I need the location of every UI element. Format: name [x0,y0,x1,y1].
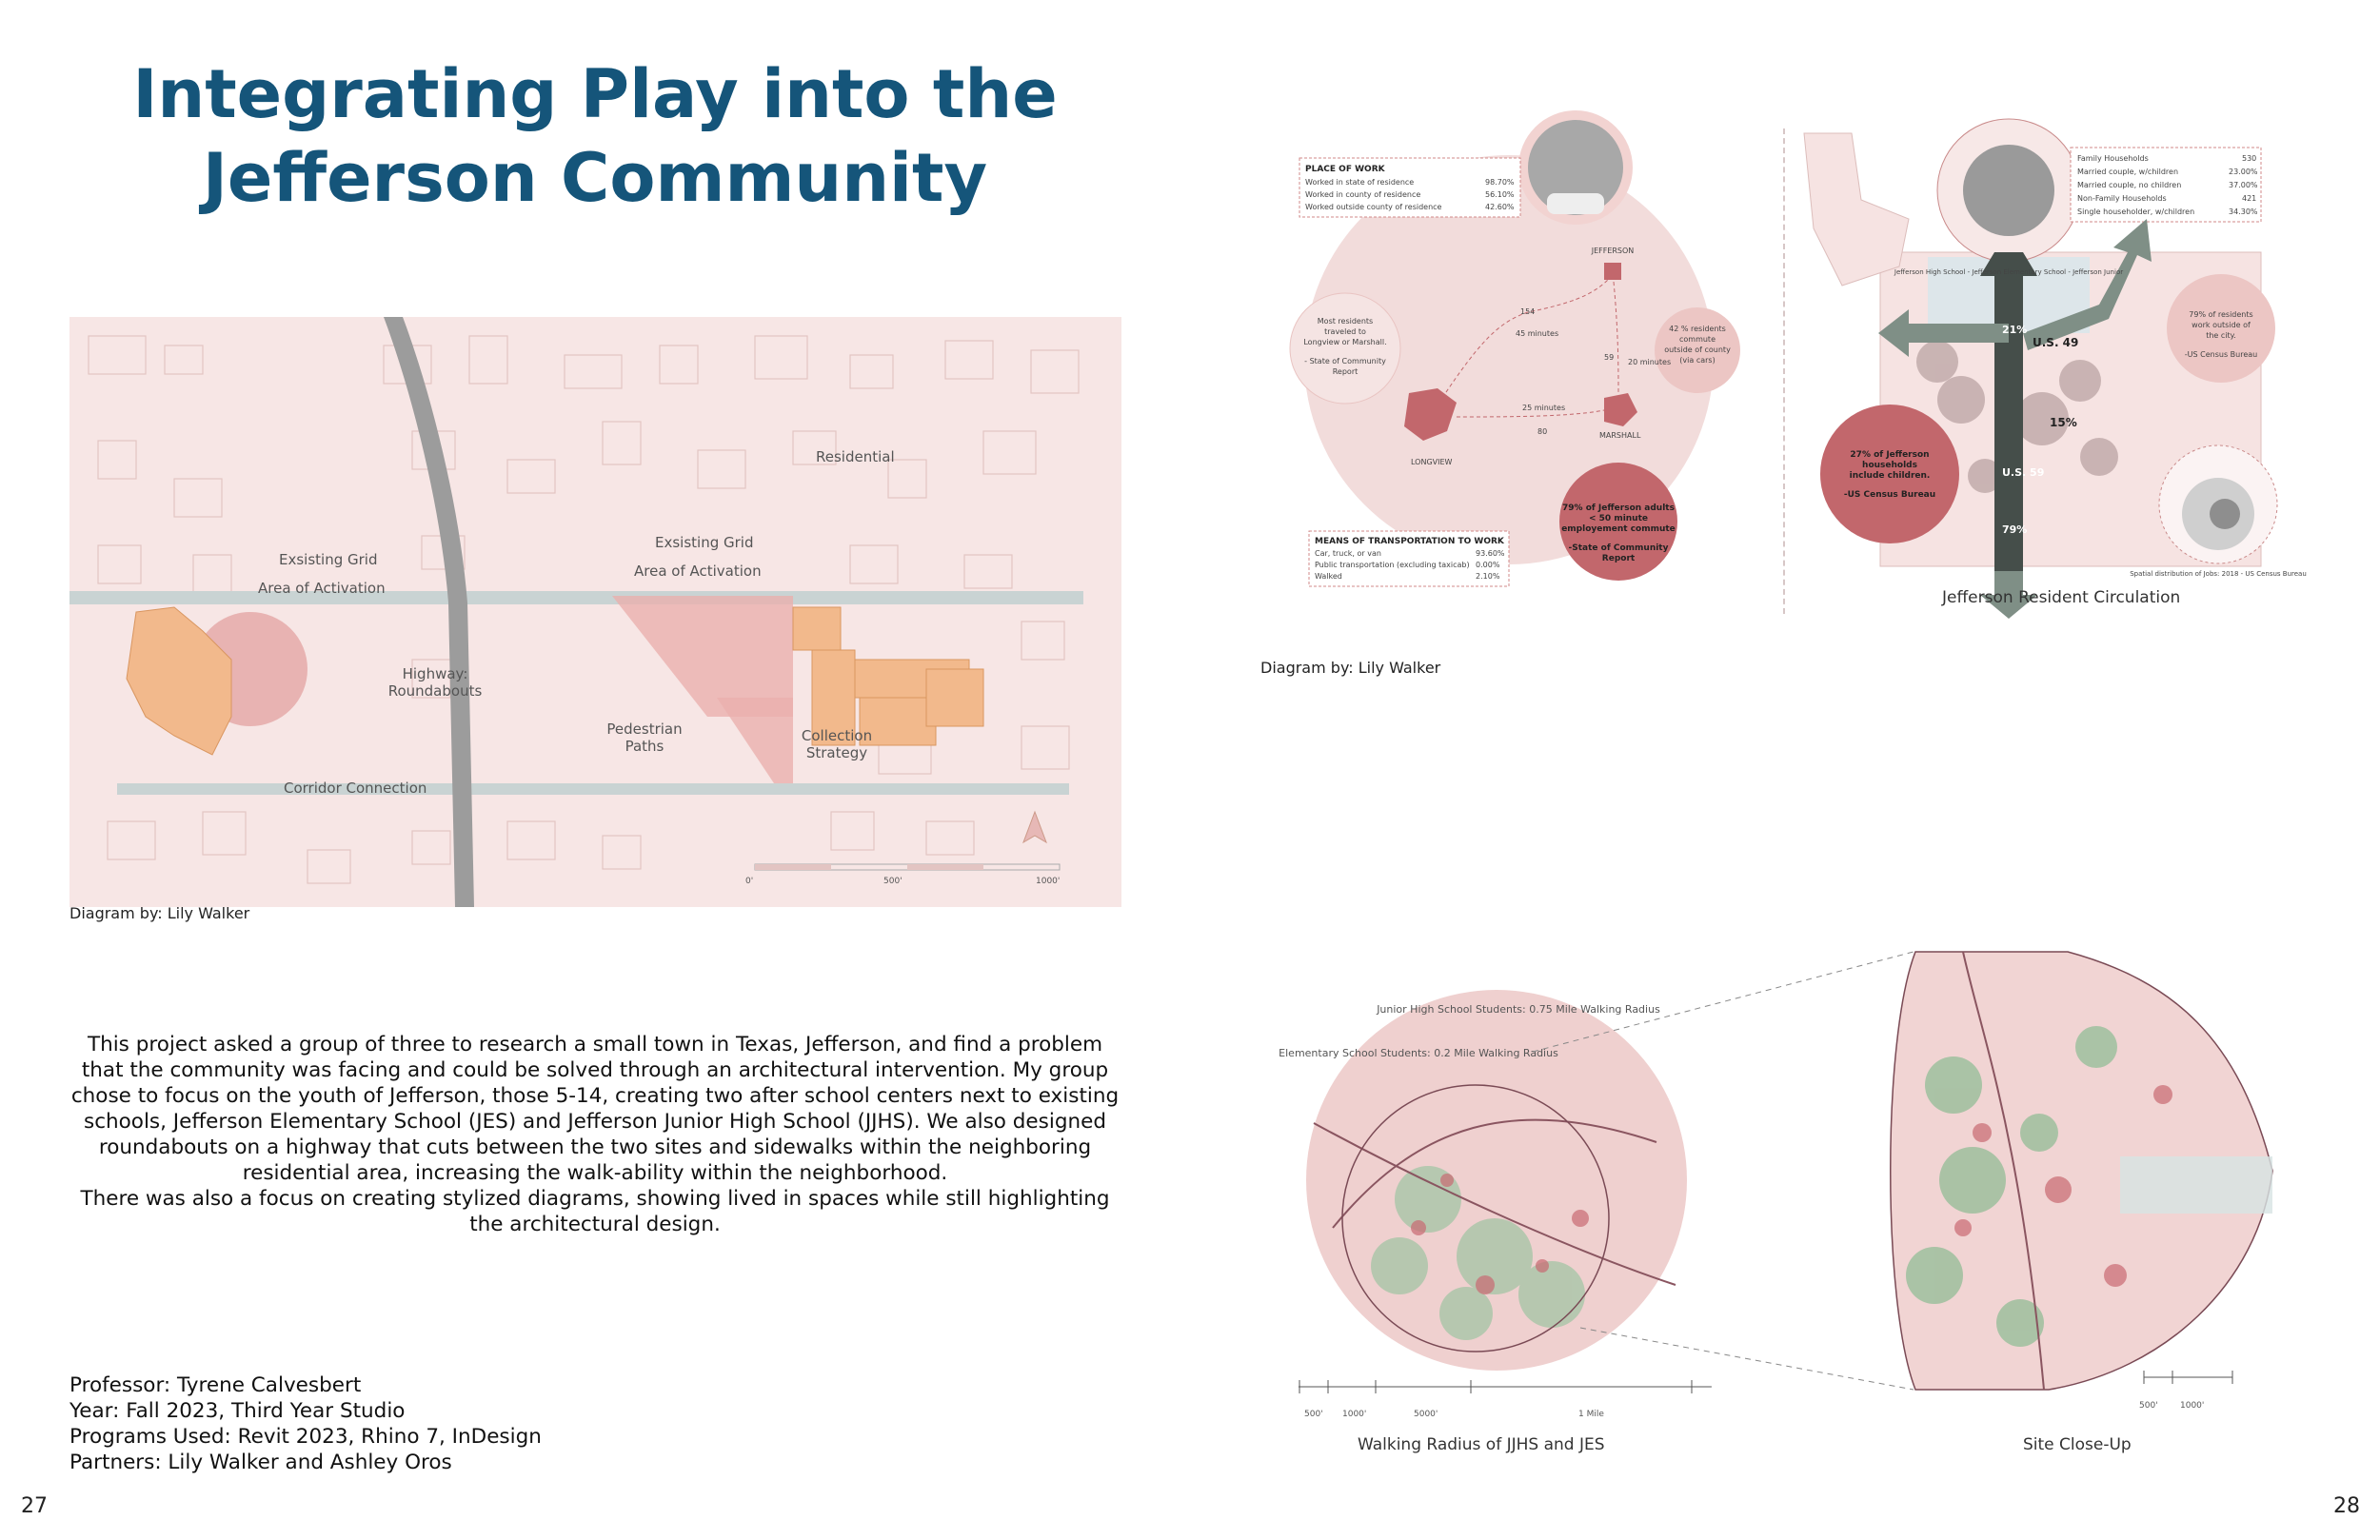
description-line: that the community was facing and could be solved through an architectural intervention. My group [81,1058,1109,1082]
svg-text:37.00%: 37.00% [2229,181,2258,189]
map-label-activation-center: Area of Activation [634,563,762,580]
credit-professor: Professor: Tyrene Calvesbert [69,1373,362,1397]
arrow-label-us49: U.S. 49 [2033,336,2079,349]
map-label-strategy: Strategy [805,744,868,761]
arrow-label-us59: U.S. 59 [2002,466,2045,479]
town-jefferson: JEFFERSON [1591,247,1635,255]
credit-year: Year: Fall 2023, Third Year Studio [69,1399,406,1423]
svg-text:Report: Report [1601,554,1636,563]
commute-diagram [1290,103,1737,617]
jjhs-radius-label: Junior High School Students: 0.75 Mile Walking Radius [1377,1003,1660,1016]
svg-text:56.10%: 56.10% [1485,190,1515,199]
svg-text:1000': 1000' [1342,1410,1367,1419]
svg-text:27% of Jefferson: 27% of Jefferson [1850,450,1930,460]
closeup-connector-lines [1523,947,1923,1394]
description-line: the architectural design. [469,1213,721,1236]
map-label-highway: Highway: [402,665,468,682]
map-label-paths: Paths [625,738,664,755]
svg-text:Public transportation (excludi: Public transportation (excluding taxicab) [1315,561,1470,569]
svg-text:PLACE OF WORK: PLACE OF WORK [1305,165,1385,174]
description-line: schools, Jefferson Elementary School (JES) and Jefferson Junior High School (JJHS). We also designed [84,1110,1106,1134]
arrow-label-21: 21% [2002,324,2028,336]
site-closeup-diagram [1877,942,2277,1437]
credit-programs: Programs Used: Revit 2023, Rhino 7, InDesign [69,1425,542,1449]
map-label-roundabouts: Roundabouts [387,682,483,700]
circulation-left-bubble [1844,450,1935,500]
svg-text:42.60%: 42.60% [1485,203,1515,211]
map-label-activation-left: Area of Activation [258,580,386,597]
svg-text:42 % residents: 42 % residents [1669,325,1726,333]
svg-text:commute: commute [1678,335,1716,344]
svg-text:23.00%: 23.00% [2229,168,2258,176]
svg-text:employement commute: employement commute [1561,524,1676,534]
svg-text:1000': 1000' [2180,1401,2205,1411]
svg-text:34.30%: 34.30% [2229,207,2258,216]
svg-text:154: 154 [1520,307,1536,316]
svg-text:79% of residents: 79% of residents [2189,310,2253,319]
description-line: There was also a focus on creating stylized diagrams, showing lived in spaces while still highlighting [80,1187,1110,1211]
svg-text:500': 500' [2139,1401,2158,1411]
svg-text:the city.: the city. [2206,331,2236,340]
description-line: This project asked a group of three to research a small town in Texas, Jefferson, and find a problem [87,1033,1103,1056]
arrow-label-79: 79% [2002,523,2028,536]
circulation-diagram [1795,114,2307,619]
svg-text:< 50 minute: < 50 minute [1588,514,1649,523]
page-title [86,52,1104,220]
map-label-pedestrian: Pedestrian [606,721,683,738]
svg-text:Report: Report [1332,367,1359,376]
jes-radius-label: Elementary School Students: 0.2 Mile Walking Radius [1279,1047,1558,1059]
svg-text:500': 500' [1304,1410,1323,1419]
svg-text:Non-Family Households: Non-Family Households [2077,194,2167,203]
svg-text:-US Census Bureau: -US Census Bureau [1843,490,1936,500]
map-label-existing-grid-center: Exsisting Grid [655,534,754,551]
svg-text:Most residents: Most residents [1317,317,1374,326]
svg-text:5000': 5000' [1414,1410,1438,1419]
svg-text:Single householder, w/children: Single householder, w/children [2077,207,2195,216]
site-map [69,317,1121,907]
svg-text:households: households [1862,461,1917,470]
svg-text:421: 421 [2242,194,2257,203]
svg-text:0': 0' [745,877,754,886]
svg-text:79% of Jefferson adults: 79% of Jefferson adults [1562,503,1675,513]
description-line: chose to focus on the youth of Jefferson, those 5-14, creating two after school centers next to existing [70,1084,1120,1108]
svg-text:1000': 1000' [1036,877,1061,886]
closeup-caption: Site Close-Up [2023,1435,2132,1454]
map-label-residential: Residential [816,448,895,465]
arrow-label-15: 15% [2050,416,2077,429]
svg-text:80: 80 [1537,427,1548,436]
map-label-corridor: Corridor Connection [284,780,427,797]
map-label-existing-grid-left: Exsisting Grid [279,551,378,568]
svg-text:0.00%: 0.00% [1476,561,1500,569]
svg-text:Married couple, w/children: Married couple, w/children [2077,168,2179,176]
transportation-table [1309,531,1509,586]
project-description [67,1032,1123,1237]
description-line: residential area, increasing the walk-ability within the neighborhood. [242,1161,948,1185]
svg-text:Family Households: Family Households [2077,154,2149,163]
town-marshall: MARSHALL [1599,431,1641,440]
title-line-1: Integrating Play into the [132,55,1058,133]
svg-text:Married couple, no children: Married couple, no children [2077,181,2182,189]
svg-text:2.10%: 2.10% [1476,572,1500,581]
svg-text:45 minutes: 45 minutes [1516,329,1559,338]
svg-text:include children.: include children. [1849,471,1931,481]
place-of-work-table [1299,158,1520,217]
svg-text:59: 59 [1604,353,1615,362]
diagram-divider [1783,128,1785,614]
walking-caption: Walking Radius of JJHS and JES [1358,1435,1605,1454]
svg-text:traveled to: traveled to [1324,327,1366,336]
svg-text:- State of Community: - State of Community [1304,357,1386,365]
page-number-right: 28 [2333,1494,2360,1518]
svg-text:Worked outside county of resid: Worked outside county of residence [1305,203,1442,211]
svg-text:20 minutes: 20 minutes [1628,358,1672,366]
svg-text:(via cars): (via cars) [1679,356,1716,365]
svg-text:500': 500' [883,877,902,886]
svg-text:work outside of: work outside of [2192,321,2251,329]
households-table [2071,148,2261,222]
title-line-2: Jefferson Community [202,139,988,217]
svg-text:98.70%: 98.70% [1485,178,1515,187]
map-label-collection: Collection [801,727,873,744]
town-longview: LONGVIEW [1411,458,1453,466]
school-ring-text: Jefferson High School - Jefferson Elementary School - Jefferson Junior [1894,268,2124,276]
svg-text:Worked in state of residence: Worked in state of residence [1305,178,1415,187]
svg-text:Worked in county of residence: Worked in county of residence [1305,190,1421,199]
project-credits [69,1372,542,1475]
svg-text:Walked: Walked [1315,572,1342,581]
svg-text:-State of Community: -State of Community [1568,543,1669,553]
map-caption: Diagram by: Lily Walker [69,904,250,922]
svg-text:25 minutes: 25 minutes [1522,404,1566,412]
svg-text:outside of county: outside of county [1664,346,1731,354]
svg-text:MEANS OF TRANSPORTATION TO WOR: MEANS OF TRANSPORTATION TO WORK [1315,537,1504,546]
credit-partners: Partners: Lily Walker and Ashley Oros [69,1451,452,1474]
svg-text:93.60%: 93.60% [1476,549,1505,558]
page-number-left: 27 [21,1494,48,1518]
svg-text:Longview or Marshall.: Longview or Marshall. [1303,338,1387,346]
svg-text:1 Mile: 1 Mile [1578,1410,1604,1419]
description-line: roundabouts on a highway that cuts between the two sites and sidewalks within the neighboring [98,1135,1092,1159]
svg-text:Car, truck, or van: Car, truck, or van [1315,549,1381,558]
commute-caption: Diagram by: Lily Walker [1260,659,1441,677]
svg-text:-US Census Bureau: -US Census Bureau [2184,350,2258,359]
jobs-ring-text: Spatial distribution of Jobs: 2018 - US Census Bureau [2130,570,2307,578]
closeup-scale-bar [2139,1371,2232,1411]
circulation-title: Jefferson Resident Circulation [1942,588,2181,607]
svg-text:530: 530 [2242,154,2257,163]
